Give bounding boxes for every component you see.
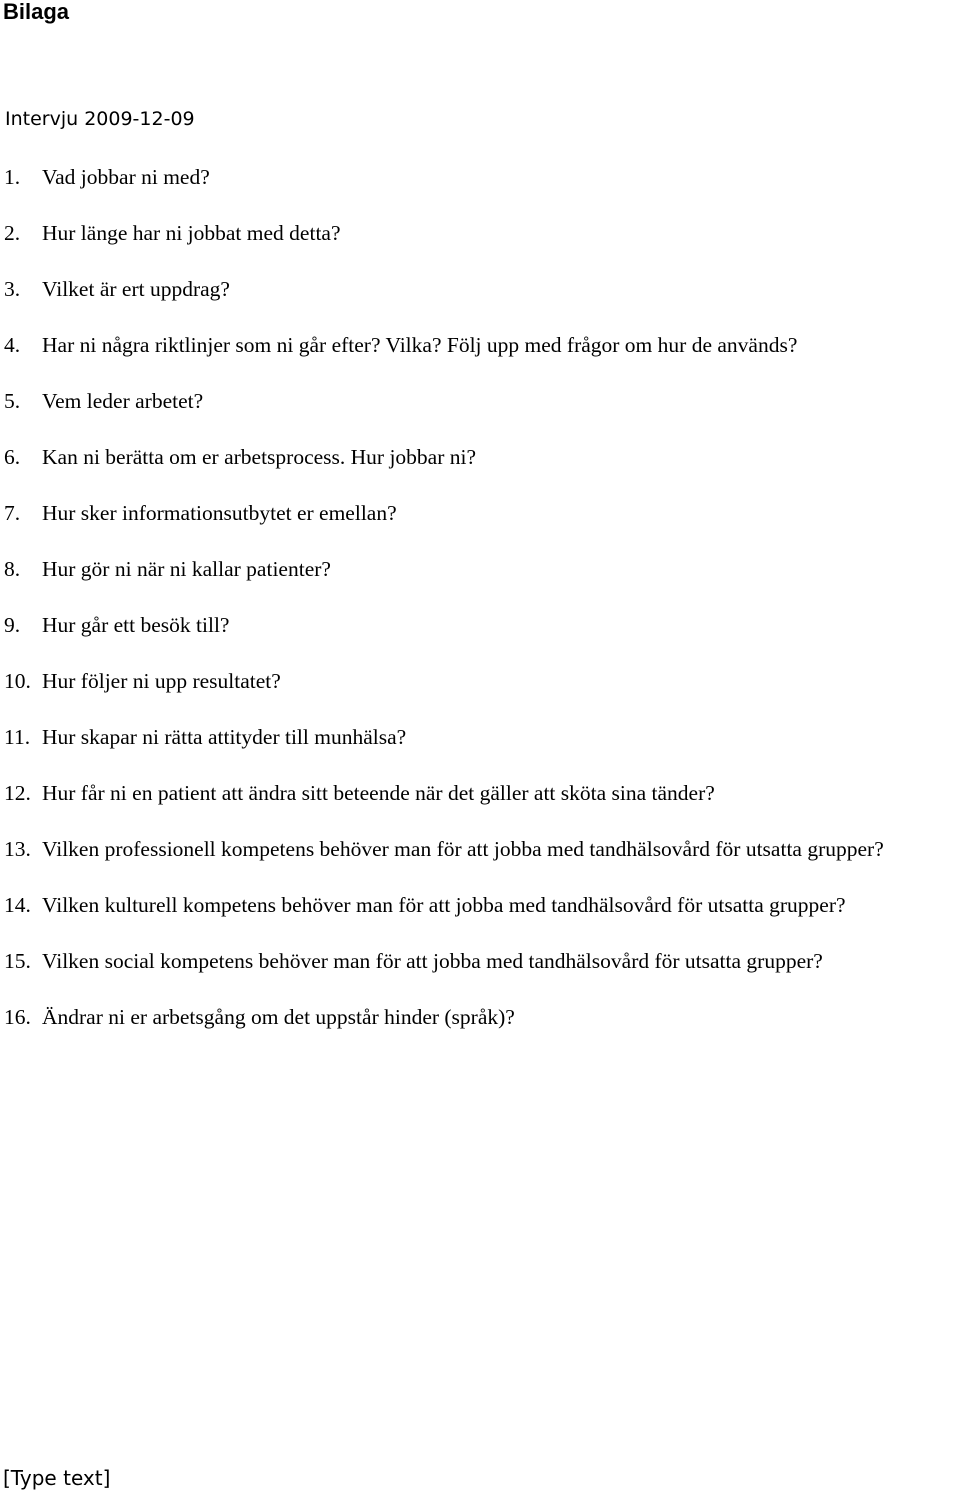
question-text: Hur får ni en patient att ändra sitt beteende när det gäller att sköta sina tänder? — [42, 781, 715, 805]
question-item — [4, 552, 960, 587]
question-item — [4, 160, 960, 195]
question-text: Vilken professionell kompetens behöver man för att jobba med tandhälsovård för utsatta grupper? — [42, 837, 884, 861]
question-text: Hur går ett besök till? — [42, 613, 230, 637]
question-text: Vem leder arbetet? — [42, 389, 204, 413]
question-item — [4, 440, 960, 475]
question-number: 16. — [4, 1005, 31, 1029]
question-number: 2. — [4, 221, 21, 245]
question-number: 10. — [4, 669, 31, 693]
question-item — [4, 272, 960, 307]
question-item — [4, 496, 960, 531]
question-item — [4, 1000, 960, 1035]
question-text: Har ni några riktlinjer som ni går efter? Vilka? Följ upp med frågor om hur de används? — [42, 333, 798, 357]
question-text: Ändrar ni er arbetsgång om det uppstår hinder (språk)? — [42, 1005, 515, 1029]
question-item — [4, 944, 960, 979]
question-item — [4, 216, 960, 251]
question-number: 8. — [4, 557, 21, 581]
question-text: Hur skapar ni rätta attityder till munhälsa? — [42, 725, 407, 749]
question-text: Hur följer ni upp resultatet? — [42, 669, 281, 693]
interview-date-heading: Intervju 2009-12-09 — [5, 108, 195, 130]
question-number: 15. — [4, 949, 31, 973]
question-item — [4, 776, 960, 811]
question-number: 12. — [4, 781, 31, 805]
question-text: Vilken kulturell kompetens behöver man för att jobba med tandhälsovård för utsatta grupper? — [42, 893, 846, 917]
footer-placeholder: [Type text] — [3, 1466, 111, 1490]
question-item — [4, 720, 960, 755]
question-number: 7. — [4, 501, 21, 525]
question-text: Hur länge har ni jobbat med detta? — [42, 221, 341, 245]
question-number: 5. — [4, 389, 21, 413]
question-item — [4, 384, 960, 419]
question-number: 13. — [4, 837, 31, 861]
question-text: Hur gör ni när ni kallar patienter? — [42, 557, 331, 581]
question-list — [4, 160, 960, 1056]
question-item — [4, 664, 960, 699]
question-number: 6. — [4, 445, 21, 469]
question-text: Vad jobbar ni med? — [42, 165, 210, 189]
question-text: Vilket är ert uppdrag? — [42, 277, 230, 301]
question-number: 4. — [4, 333, 21, 357]
page-title: Bilaga — [3, 0, 70, 24]
question-text: Kan ni berätta om er arbetsprocess. Hur jobbar ni? — [42, 445, 477, 469]
question-item — [4, 608, 960, 643]
question-number: 11. — [4, 725, 31, 749]
question-number: 14. — [4, 893, 31, 917]
question-item — [4, 328, 960, 363]
question-number: 9. — [4, 613, 21, 637]
question-item — [4, 888, 960, 923]
question-number: 3. — [4, 277, 21, 301]
question-item — [4, 832, 960, 867]
question-text: Vilken social kompetens behöver man för att jobba med tandhälsovård för utsatta grupper? — [42, 949, 823, 973]
question-text: Hur sker informationsutbytet er emellan? — [42, 501, 397, 525]
question-number: 1. — [4, 165, 21, 189]
